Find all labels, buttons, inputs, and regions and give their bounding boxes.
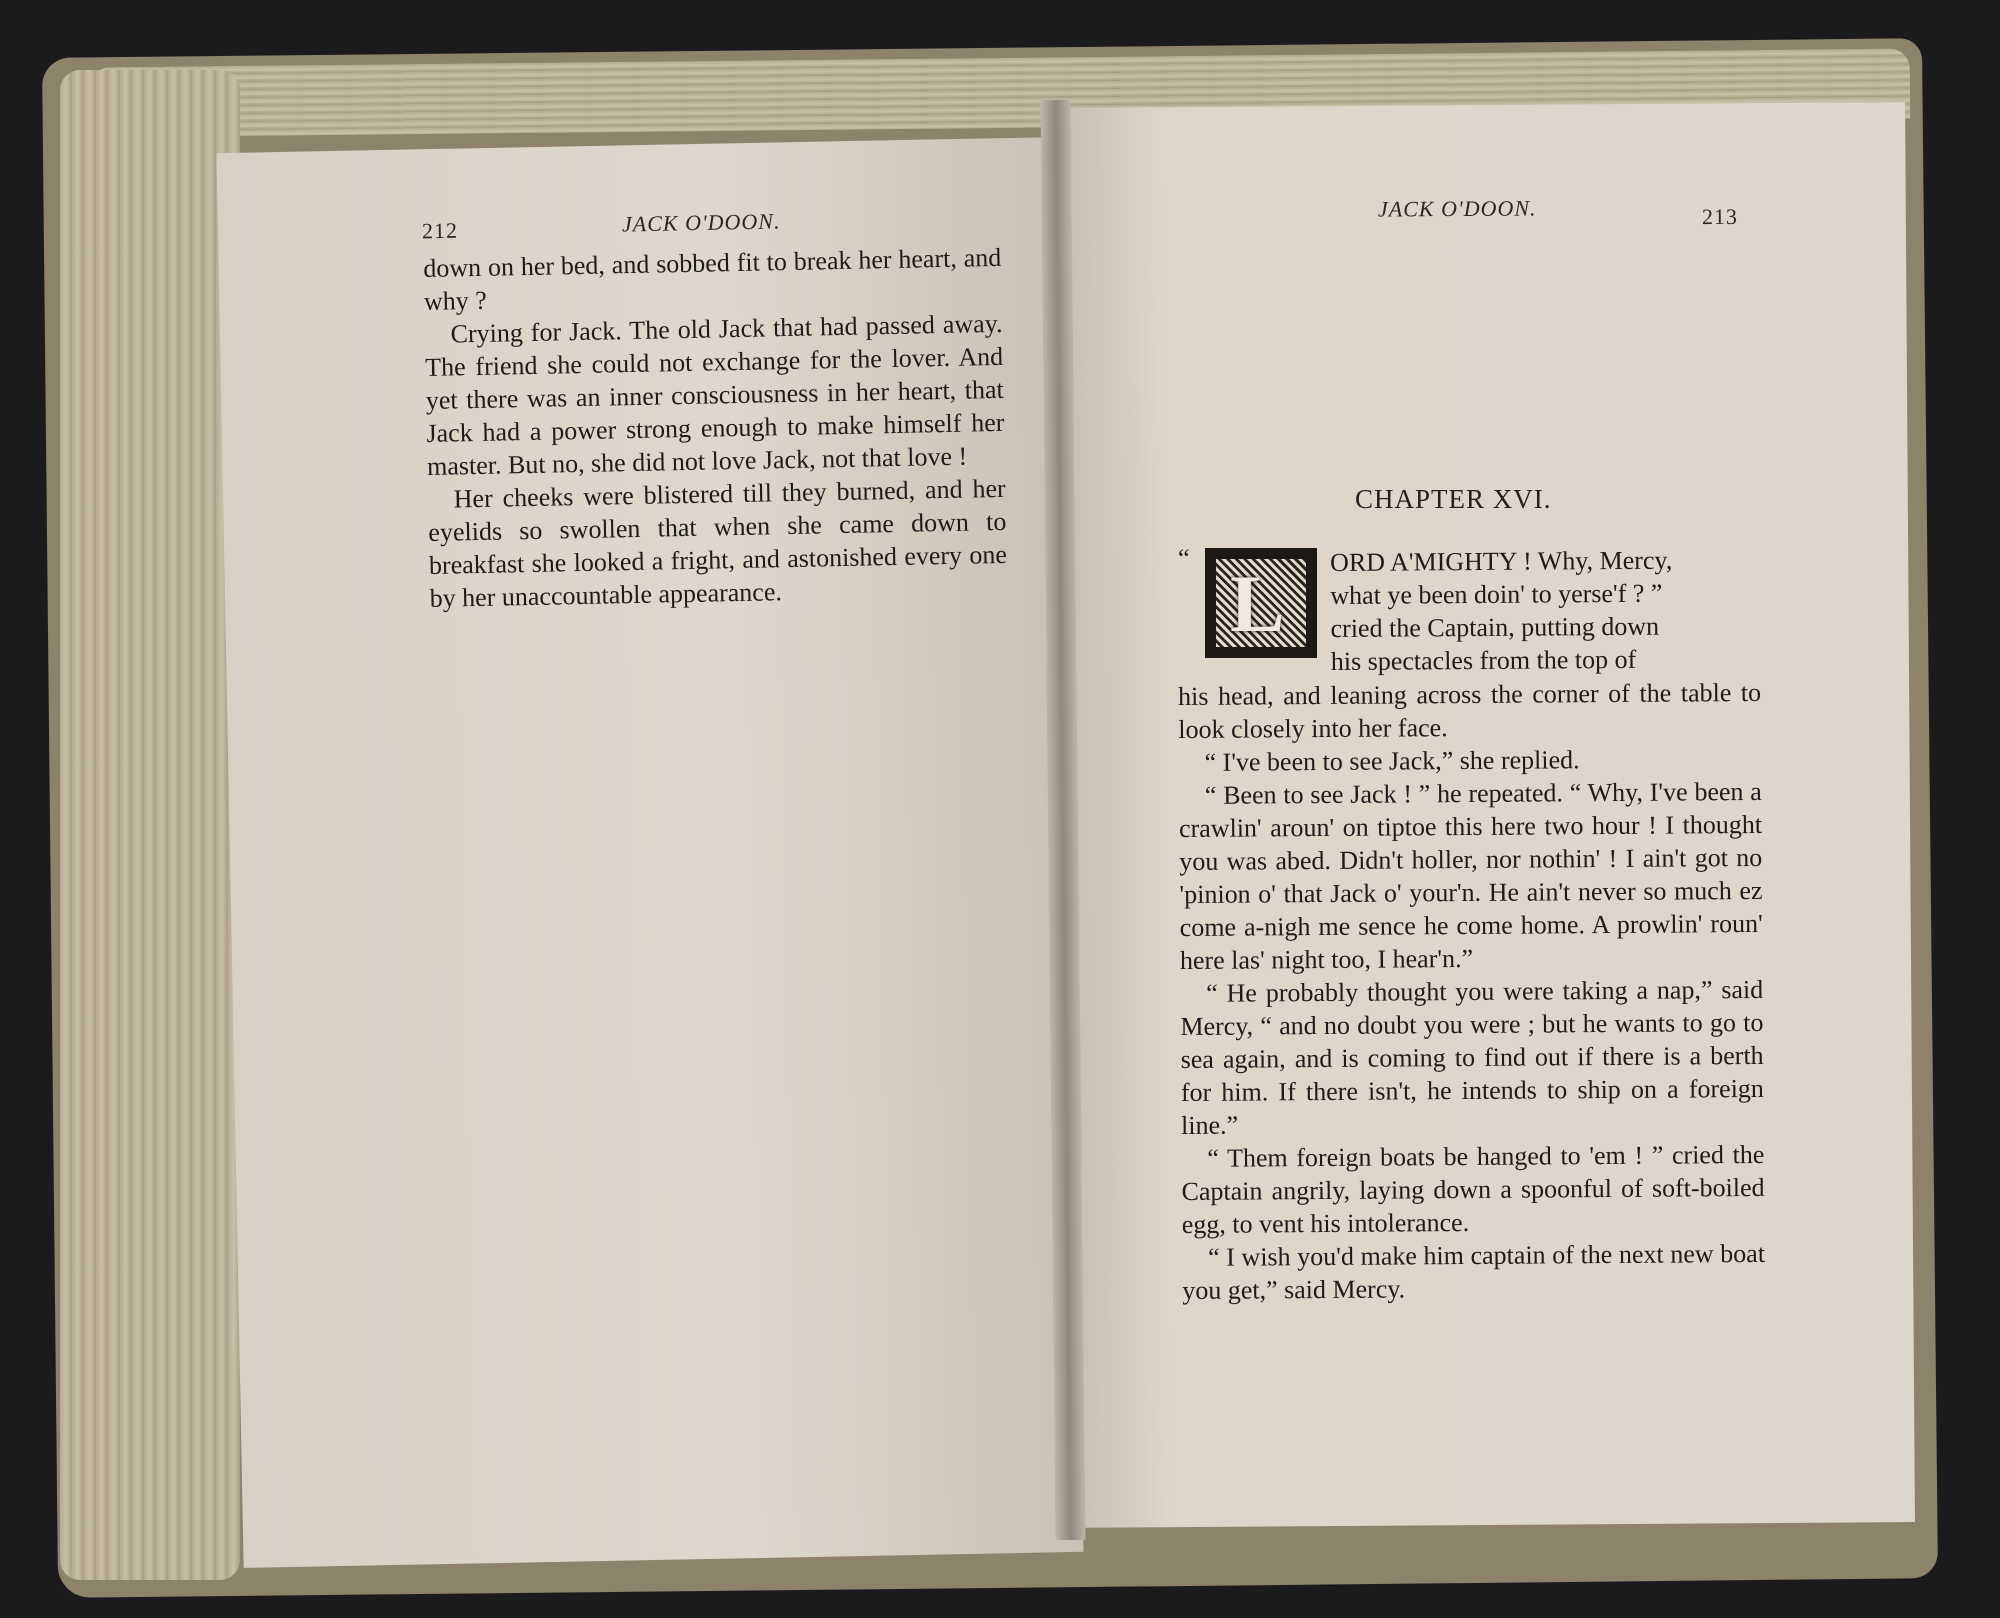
paragraph: Her cheeks were blistered till they burned, and her eyelids so swollen that when she came down to breakfast she looked a fright, and astonished every one by her unaccountable appearance.	[428, 473, 1008, 613]
paragraph: his head, and leaning across the corner of the table to look closely into her face.	[1178, 677, 1762, 744]
right-page-text	[1178, 676, 1765, 1307]
drop-cap-letter: L	[1230, 558, 1285, 649]
page-block-edge	[60, 70, 240, 1580]
line: ORD A'MIGHTY ! Why, Mercy,	[1330, 545, 1673, 577]
line: what ye been doin' to yerse'f ? ”	[1330, 578, 1663, 610]
left-page-text	[423, 241, 1008, 615]
first-paragraph-opening	[1330, 543, 1756, 678]
opening-quote: “	[1178, 544, 1190, 573]
right-running-head: JACK O'DOON.	[1377, 195, 1537, 222]
paragraph: “ I've been to see Jack,” she replied.	[1204, 745, 1580, 777]
paragraph: “ Them foreign boats be hanged to 'em ! ” cried the Captain angrily, laying down a spoonful of soft-boiled egg, to vent his intolerance.	[1181, 1139, 1765, 1239]
paragraph: “ He probably thought you were taking a nap,” said Mercy, “ and no doubt you were ; but he wants to go to sea again, and is coming to find out if there is a berth for him. If there isn't, he intends to ship on a foreign line.”	[1180, 974, 1764, 1140]
drop-cap-ornament	[1205, 548, 1317, 658]
left-page-number: 212	[421, 217, 459, 244]
paragraph: “ Been to see Jack ! ” he repeated. “ Why, I've been a crawlin' aroun' on tiptoe this here two hour ! I thought you was abed. Didn't holler, nor nothin' ! I ain't got no 'pinion o' that Jack o' your'n. He ain't never so much ez come a-nigh me sence he come home. A prowlin' roun' here las' night too, I hear'n.”	[1178, 776, 1763, 975]
right-page-number: 213	[1701, 203, 1739, 230]
chapter-heading: CHAPTER XVI.	[1355, 484, 1552, 514]
paragraph: down on her bed, and sobbed fit to break her heart, and why ?	[423, 242, 1002, 316]
paragraph: “ I wish you'd make him captain of the next new boat you get,” said Mercy.	[1182, 1238, 1766, 1305]
paragraph: Crying for Jack. The old Jack that had passed away. The friend she could not exchange for the lover. And yet there was an inner consciousness in her heart, that Jack had a power strong enough to make himself her master. But no, she did not love Jack, not that love !	[424, 308, 1005, 481]
line: his spectacles from the top of	[1330, 644, 1637, 676]
line: cried the Captain, putting down	[1330, 611, 1660, 643]
left-running-head: JACK O'DOON.	[621, 208, 781, 237]
